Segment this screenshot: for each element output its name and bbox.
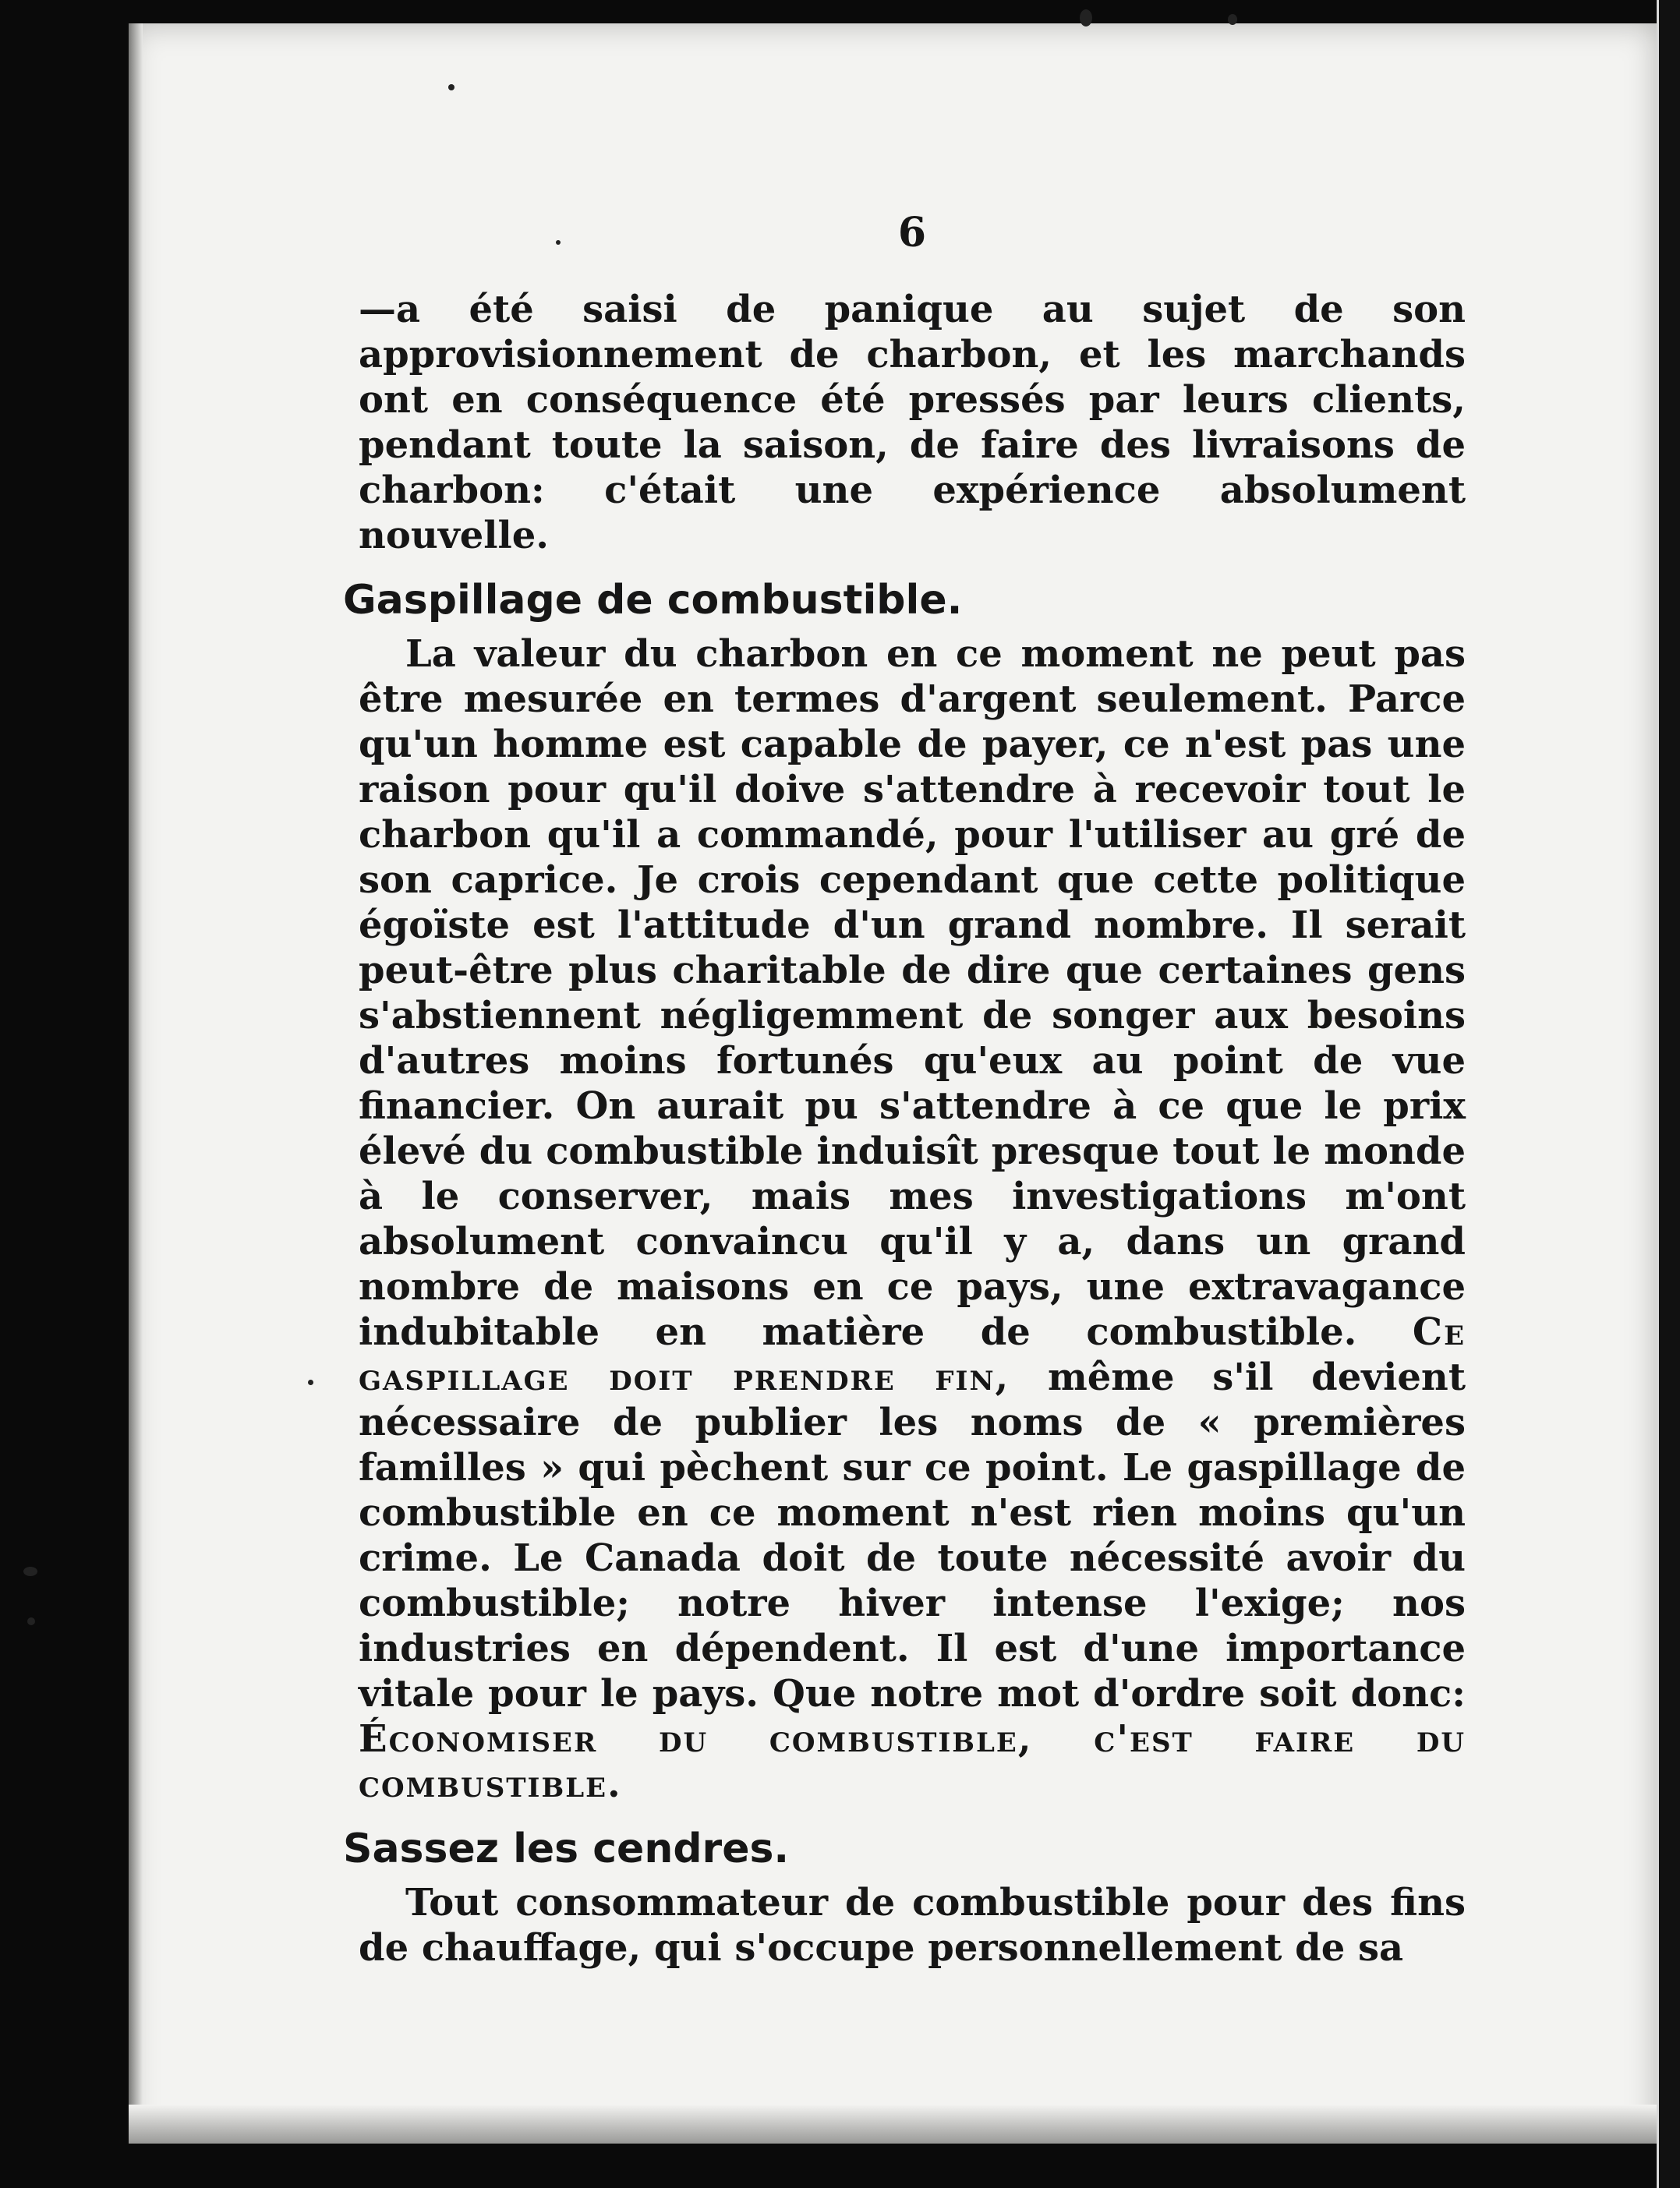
- scan-speck: [1228, 14, 1237, 25]
- paragraph-text: La valeur du charbon en ce moment ne peut pas être mesurée en termes d'argent seulement. Parce qu'un homme est capable de payer, ce n'est pas une raison pour qu'il doive s'attendre à recevoir tout le charbon qu'il a commandé, pour l'utiliser au gré de son caprice. Je crois cependant que cette politique égoïste est l'attitude d'un grand nombre. Il serait peut-être plus charitable de dire que certaines gens s'abstiennent négligemment de songer aux besoins d'autres moins fortunés qu'eux au point de vue financier. On aurait pu s'attendre à ce que le prix élevé du combustible induisît presque tout le monde à le conserver, mais mes investigations m'ont absolument convaincu qu'il y a, dans un grand nombre de maisons en ce pays, une extravagance indubitable en matière de combustible.: [359, 632, 1466, 1354]
- scan-speck: [308, 1380, 313, 1385]
- scan-speck: [1080, 9, 1092, 27]
- scanner-right-strip: [1657, 0, 1680, 2188]
- paragraph-text: même s'il devient nécessaire de publier les noms de « premières familles » qui pèchent sur ce point. Le gaspillage de combustible en ce moment n'est rien moins qu'un crime. Le Canada doit de toute nécessité avoir du combustible; notre hiver intense l'exige; nos industries en dépendent. Il est d'une importance vitale pour le pays. Que notre mot d'ordre soit donc:: [359, 1356, 1466, 1716]
- page-left-edge: [129, 23, 143, 2144]
- scan-speck: [27, 1617, 35, 1625]
- page-number: 6: [897, 209, 927, 256]
- emphasis-small-caps: Ce gaspillage doit prendre fin,: [359, 1310, 1466, 1399]
- section-heading-cendres: Sassez les cendres.: [343, 1826, 790, 1872]
- page-content: [343, 209, 1466, 1971]
- motto-small-caps: Économiser du combustible, c'est faire du combustible.: [359, 1717, 1466, 1806]
- page-bottom-edge: [129, 2105, 1657, 2144]
- paragraph-gaspillage: [359, 631, 1466, 1807]
- paragraph-cendres: Tout consommateur de combustible pour des fins de chauffage, qui s'occupe personnellement de sa: [359, 1881, 1466, 1970]
- paragraph-continuation: —a été saisi de panique au sujet de son approvisionnement de charbon, et les marchands ont en conséquence été pressés par leurs clients, pendant toute la saison, de faire des livraisons de charbon: c'était une expérience absolument nouvelle.: [359, 288, 1466, 557]
- section-heading-gaspillage: Gaspillage de combustible.: [343, 577, 963, 624]
- scan-speck: [23, 1567, 37, 1576]
- scan-speck: [448, 84, 454, 90]
